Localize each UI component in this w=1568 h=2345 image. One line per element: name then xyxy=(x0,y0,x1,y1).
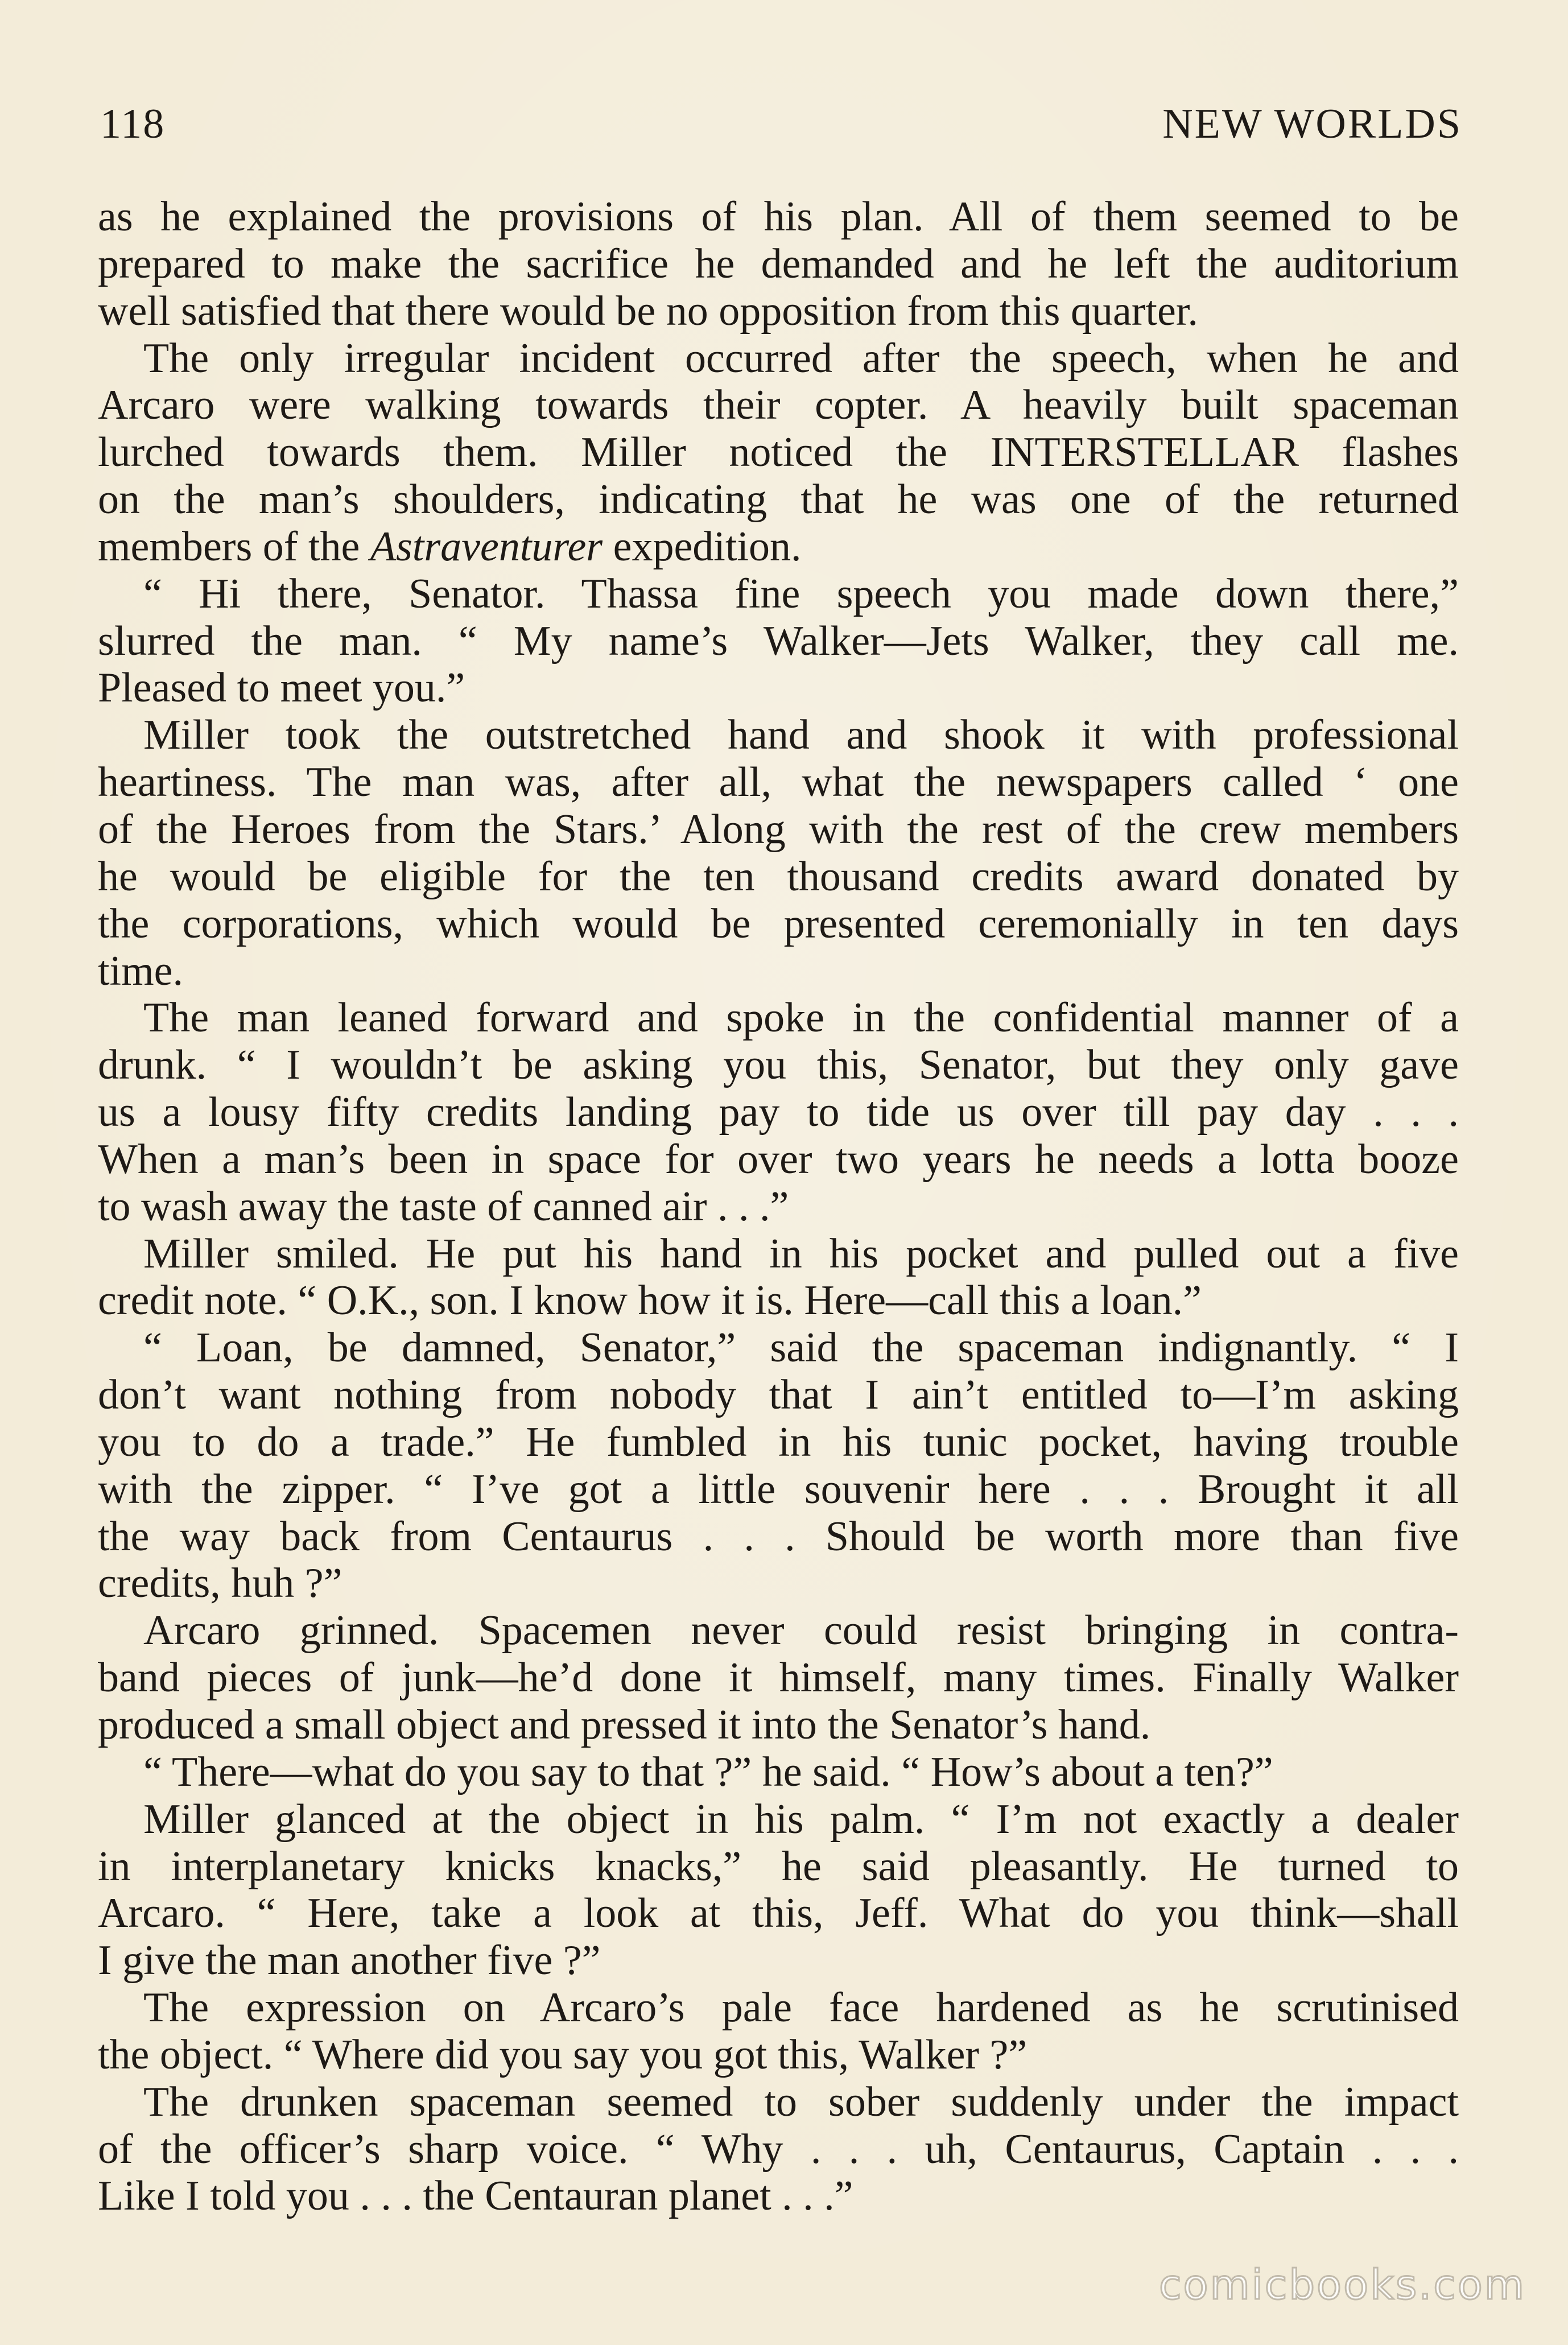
text-line: credit note. “ O.K., son. I know how it is. Here—call this a loan.” xyxy=(98,1277,1202,1324)
text-line: as he explained the provisions of his plan. All of them seemed to be xyxy=(98,193,1459,240)
text-line: Miller smiled. He put his hand in his pocket and pulled out a five xyxy=(143,1230,1459,1277)
text-line: I give the man another five ?” xyxy=(98,1937,601,1984)
text-line-mixed xyxy=(98,523,1459,571)
text-line: band pieces of junk—he’d done it himself, many times. Finally Walker xyxy=(98,1654,1459,1702)
text-line: in interplanetary knicks knacks,” he said pleasantly. He turned to xyxy=(98,1843,1459,1890)
text-line: well satisfied that there would be no opposition from this quarter. xyxy=(98,287,1198,335)
text-line: Miller glanced at the object in his palm. “ I’m not exactly a dealer xyxy=(143,1795,1459,1843)
text-line: time. xyxy=(98,947,184,994)
text-line: with the zipper. “ I’ve got a little souvenir here . . . Brought it all xyxy=(98,1465,1459,1513)
line-text: members of the xyxy=(98,523,360,570)
text-line: he would be eligible for the ten thousand credits award donated by xyxy=(98,853,1459,900)
line-text: expedition. xyxy=(613,523,802,570)
watermark-logo: comicbooks.com xyxy=(1158,2261,1526,2309)
text-line: The man leaned forward and spoke in the confidential manner of a xyxy=(143,994,1459,1042)
text-line: Miller took the outstretched hand and shook it with professional xyxy=(143,712,1459,759)
text-line: produced a small object and pressed it into the Senator’s hand. xyxy=(98,1702,1151,1748)
text-line: credits, huh ?” xyxy=(98,1560,343,1607)
text-line: of the officer’s sharp voice. “ Why . . . uh, Centaurus, Captain . . . xyxy=(98,2125,1459,2173)
text-line: prepared to make the sacrifice he demanded and he left the auditorium xyxy=(98,240,1459,287)
running-head xyxy=(100,96,1462,152)
body-text xyxy=(98,193,1459,2220)
text-line: Arcaro. “ Here, take a look at this, Jeff. What do you think—shall xyxy=(98,1890,1459,1937)
text-line: slurred the man. “ My name’s Walker—Jets Walker, they call me. xyxy=(98,617,1459,664)
text-line: the object. “ Where did you say you got this, Walker ?” xyxy=(98,2031,1028,2078)
text-line: us a lousy fifty credits landing pay to tide us over till pay day . . . xyxy=(98,1089,1459,1136)
text-line: the corporations, which would be presented ceremonially in ten days xyxy=(98,900,1459,947)
journal-title: NEW WORLDS xyxy=(1162,101,1462,147)
text-line: on the man’s shoulders, indicating that he was one of the returned xyxy=(98,476,1459,523)
text-line: Pleased to meet you.” xyxy=(98,664,465,712)
text-line: The only irregular incident occurred after the speech, when he and xyxy=(143,335,1459,382)
text-line: The expression on Arcaro’s pale face hardened as he scrutinised xyxy=(143,1984,1459,2032)
text-line: drunk. “ I wouldn’t be asking you this, Senator, but they only gave xyxy=(98,1042,1459,1089)
text-line: Like I told you . . . the Centauran planet . . .” xyxy=(98,2173,853,2220)
text-line: When a man’s been in space for over two years he needs a lotta booze xyxy=(98,1136,1459,1183)
text-line: “ There—what do you say to that ?” he said. “ How’s about a ten?” xyxy=(143,1748,1273,1795)
ship-name: Astraventurer xyxy=(370,523,603,570)
text-line: don’t want nothing from nobody that I ain’t entitled to—I’m asking xyxy=(98,1372,1459,1419)
page-number: 118 xyxy=(100,101,166,147)
text-line: Arcaro grinned. Spacemen never could resist bringing in contra- xyxy=(143,1607,1459,1654)
text-line: you to do a trade.” He fumbled in his tunic pocket, having trouble xyxy=(98,1418,1459,1465)
text-line: the way back from Centaurus . . . Should be worth more than five xyxy=(98,1513,1459,1560)
text-line: heartiness. The man was, after all, what the newspapers called ‘ one xyxy=(98,759,1459,806)
text-line: Arcaro were walking towards their copter. A heavily built spaceman xyxy=(98,382,1459,429)
text-line: lurched towards them. Miller noticed the INTERSTELLAR flashes xyxy=(98,429,1459,476)
text-line: “ Loan, be damned, Senator,” said the spaceman indignantly. “ I xyxy=(143,1324,1459,1372)
text-line: of the Heroes from the Stars.’ Along with the rest of the crew members xyxy=(98,806,1459,853)
text-line: The drunken spaceman seemed to sober suddenly under the impact xyxy=(143,2078,1459,2125)
text-line: “ Hi there, Senator. Thassa fine speech you made down there,” xyxy=(143,570,1459,617)
text-line: to wash away the taste of canned air . . .” xyxy=(98,1183,789,1230)
